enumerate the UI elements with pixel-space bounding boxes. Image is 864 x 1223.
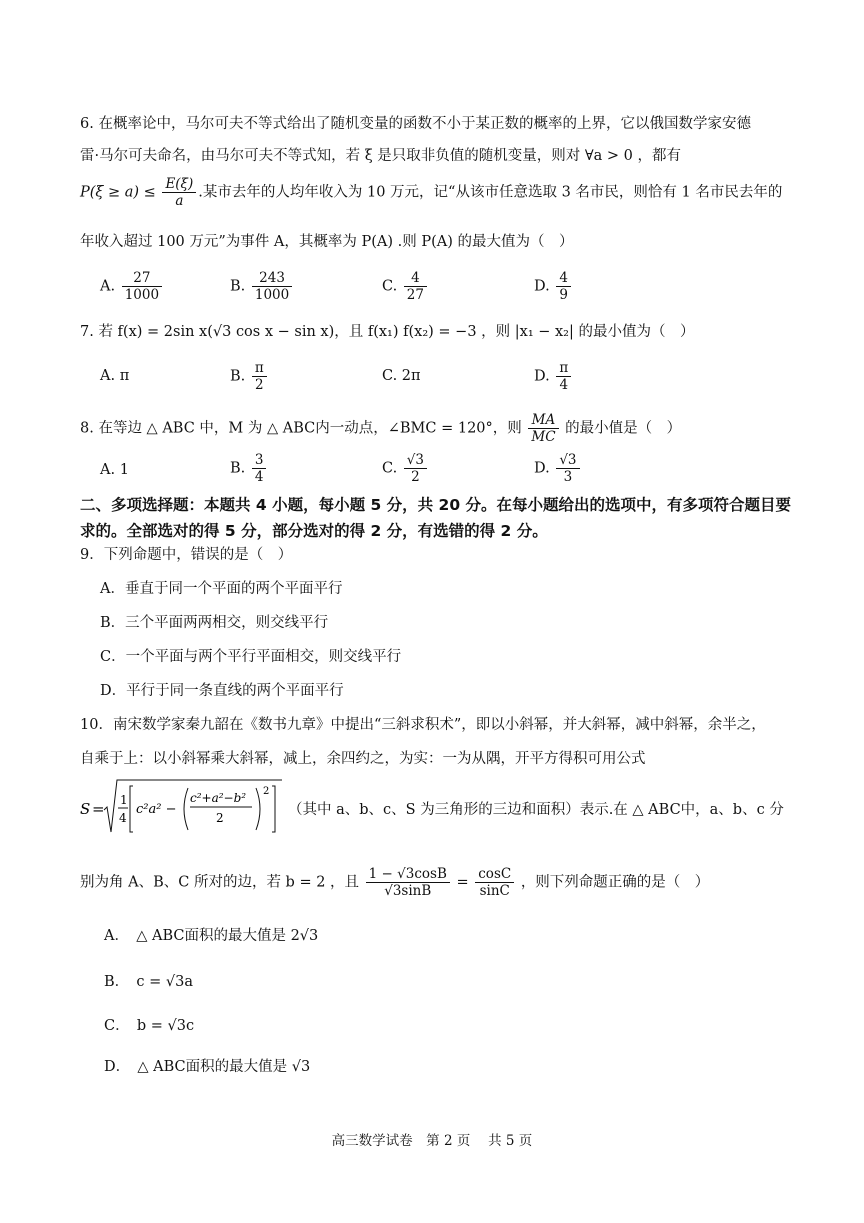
q6-line-2: 雷·马尔可夫命名，由马尔可夫不等式知，若 ξ 是只取非负值的随机变量，则对 ∀a > 0 ，都有 [80, 148, 682, 164]
q7-option-d [534, 360, 573, 393]
frac-den: 3 [563, 469, 573, 485]
frac-num: 4 [404, 270, 427, 287]
option-fraction [252, 452, 267, 485]
q9-option-d: D．平行于同一条直线的两个平面平行 [100, 683, 344, 699]
q6-line-1: 6. 在概率论中，马尔可夫不等式给出了随机变量的函数不小于某正数的概率的上界，它以俄国数学家安德 [80, 116, 751, 132]
svg-text:c²a² −: c²a² − [136, 802, 177, 817]
frac-num: 3 [252, 452, 267, 469]
q10-option-d: D． △ ABC面积的最大值是 √3 [104, 1059, 311, 1075]
frac-den: 4 [254, 469, 264, 485]
svg-text:=: = [92, 800, 105, 818]
frac-den: √3sinB [384, 883, 432, 899]
option-label: D. [534, 460, 550, 477]
q9-stem: 9．下列命题中，错误的是（ ） [80, 547, 293, 563]
svg-text:c²+a²−b²: c²+a²−b² [190, 791, 247, 805]
frac-den: 9 [559, 287, 568, 303]
option-label: C. [382, 460, 398, 477]
frac-den: sinC [479, 883, 510, 899]
q6-markov-num: E(ξ) [162, 176, 196, 193]
q8-stem-part-a: 8. 在等边 △ ABC 中，M 为 △ ABC内一动点，∠BMC = 120°，则 [80, 420, 522, 437]
q7-option-c [382, 366, 421, 386]
q9-option-b: B．三个平面两两相交，则交线平行 [100, 615, 329, 631]
frac-num: √3 [404, 452, 427, 469]
frac-num: √3 [556, 452, 579, 469]
option-fraction [404, 270, 427, 303]
q8-stem [80, 412, 681, 445]
frac-num: 243 [252, 270, 292, 287]
q6-option-b [230, 270, 294, 303]
frac-num: 4 [556, 270, 571, 287]
area-formula [76, 776, 286, 840]
svg-text:1: 1 [120, 793, 128, 807]
q8-ratio-fraction [528, 412, 558, 445]
frac-den: 1000 [124, 287, 160, 303]
q8-option-b [230, 452, 268, 485]
equals-sign: = [456, 874, 469, 891]
option-label: C. [382, 278, 398, 295]
frac-num: 1 − √3cosB [366, 866, 450, 883]
option-fraction [404, 452, 427, 485]
q7-option-b [230, 360, 269, 393]
frac-num: cosC [475, 866, 514, 883]
q6-markov-fraction [162, 176, 196, 209]
svg-text:4: 4 [119, 811, 127, 825]
option-label: D. [534, 368, 550, 385]
svg-text:2: 2 [263, 786, 270, 797]
option-label: C. [382, 368, 398, 384]
svg-text:2: 2 [216, 811, 224, 825]
option-fraction [252, 360, 267, 393]
frac-den: MC [531, 429, 556, 445]
option-label: A. [100, 462, 116, 478]
option-label: B. [230, 460, 246, 477]
frac-den: 1000 [254, 287, 290, 303]
q6-option-a [100, 270, 164, 303]
option-fraction [252, 270, 292, 303]
option-value: 1 [119, 462, 129, 478]
frac-num: 27 [122, 270, 162, 287]
q10-condition-right [475, 866, 514, 899]
q7-option-a [100, 366, 129, 386]
option-fraction [556, 360, 571, 393]
frac-num: π [556, 360, 571, 377]
q6-line-3 [80, 176, 782, 209]
q10-line-2: 自乘于上：以小斜幂乘大斜幂，减上，余四约之，为实：一为从隅，开平方得积可用公式 [80, 751, 646, 767]
option-label: D. [534, 278, 550, 295]
option-label: A. [100, 368, 116, 384]
q9-option-c: C．一个平面与两个平行平面相交，则交线平行 [100, 649, 402, 665]
q10-line-4-part-b: ，则下列命题正确的是（ ） [520, 874, 710, 891]
frac-num: π [252, 360, 267, 377]
q10-line-1: 10．南宋数学家秦九韶在《数书九章》中提出“三斜求积术”，即以小斜幂，并大斜幂，减中斜幂，余半之， [80, 717, 766, 733]
section-2-heading: 二、多项选择题：本题共 4 小题，每小题 5 分，共 20 分。在每小题给出的选项中，有多项符合题目要求的。全部选对的得 5 分，部分选对的得 2 分，有选错的得 2 分。 [80, 496, 792, 540]
q10-formula-tail: （其中 a、b、c、S 为三角形的三边和面积）表示.在 △ ABC中，a、b、c 分 [288, 802, 784, 818]
q8-stem-part-b: 的最小值是（ ） [565, 420, 682, 437]
q10-line-4 [80, 866, 709, 899]
option-fraction [556, 452, 579, 485]
option-label: B. [230, 368, 246, 385]
q10-option-c: C． b = √3c [104, 1018, 195, 1034]
page-footer: 高三数学试卷 第 2 页 共 5 页 [331, 1133, 533, 1149]
q10-line-4-part-a: 别为角 A、B、C 所对的边，若 b = 2 ，且 [80, 874, 360, 891]
q6-markov-den: a [175, 193, 184, 209]
frac-den: 2 [411, 469, 420, 485]
q9-option-a: A．垂直于同一个平面的两个平面平行 [100, 581, 343, 597]
q8-option-a [100, 460, 129, 480]
q6-option-d [534, 270, 573, 303]
q10-option-a: A． △ ABC面积的最大值是 2√3 [104, 928, 319, 944]
q7-stem: 7. 若 f(x) = 2sin x(√3 cos x − sin x)，且 f(x₁) f(x₂) = −3 ，则 |x₁ − x₂| 的最小值为（ ） [80, 324, 695, 340]
q8-option-c [382, 452, 429, 485]
q6-option-c [382, 270, 429, 303]
svg-text:S: S [80, 800, 91, 818]
q10-condition-left [366, 866, 450, 899]
option-value: 2π [401, 368, 421, 384]
frac-num: MA [528, 412, 558, 429]
frac-den: 4 [559, 377, 569, 393]
option-value: π [119, 368, 130, 384]
option-fraction [556, 270, 571, 303]
q6-line-3-rest: .某市去年的人均年收入为 10 万元，记“从该市任意选取 3 名市民，则恰有 1 名市民去年的 [198, 184, 783, 201]
q6-line-4: 年收入超过 100 万元”为事件 A，其概率为 P(A) .则 P(A) 的最大值为（ ） [80, 234, 574, 250]
option-label: A. [100, 278, 116, 295]
option-fraction [122, 270, 162, 303]
q8-option-d [534, 452, 582, 485]
q10-option-b: B． c = √3a [104, 974, 194, 990]
frac-den: 2 [255, 377, 264, 393]
q6-markov-lhs: P(ξ ≥ a) ≤ [80, 184, 156, 201]
option-label: B. [230, 278, 246, 295]
frac-den: 27 [406, 287, 424, 303]
